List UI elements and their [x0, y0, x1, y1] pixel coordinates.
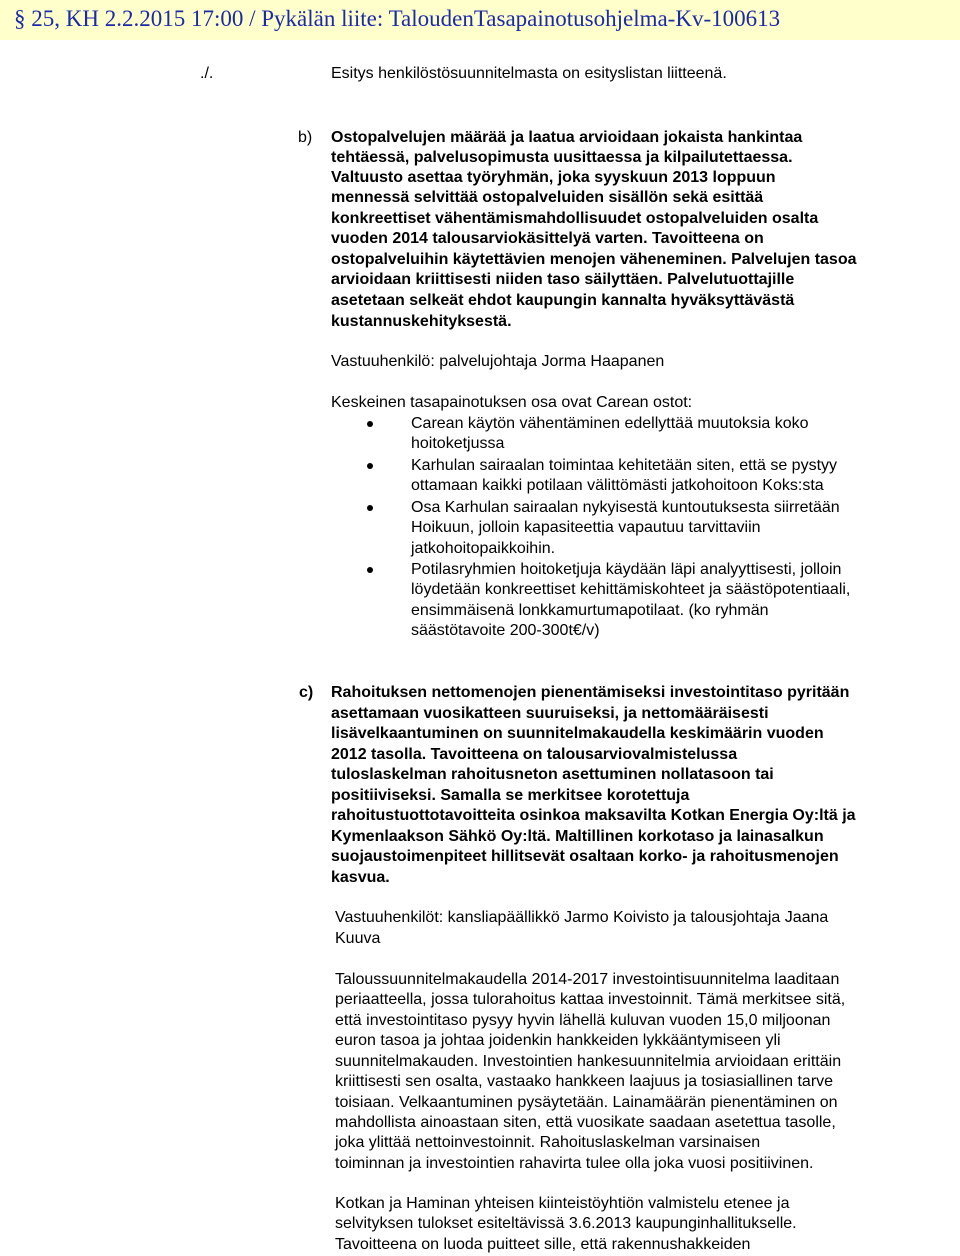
section-c-line: Kymenlaakson Sähkö Oy:ltä. Maltillinen korkotaso ja lainasalkun — [331, 828, 824, 845]
bullet-item-line: hoitoketjussa — [411, 435, 505, 452]
bullet-item-line: ottamaan kaikki potilaan välittömästi jatkohoitoon Koks:sta — [411, 477, 824, 494]
paragraph-line: suunnitelmakauden. Investointien hankesuunnitelmia arvioidaan erittäin — [335, 1053, 842, 1070]
section-b-line: Ostopalvelujen määrää ja laatua arvioidaan jokaista hankintaa — [331, 129, 803, 146]
section-b-line: arvioidaan kriittisesti niiden taso säilyttäen. Palvelutuottajille — [331, 271, 795, 288]
bullet-item-line: Hoikuun, jolloin kapasiteettia vapautuu tarvittaviin — [411, 519, 761, 536]
bullet-item-line: Osa Karhulan sairaalan nykyisestä kuntoutuksesta siirretään — [411, 499, 840, 516]
header-text: § 25, KH 2.2.2015 17:00 / Pykälän liite: TaloudenTasapainotusohjelma-Kv-100613 — [14, 6, 781, 31]
section-c-line: rahoitustuottotavoitteita osinkoa maksavilta Kotkan Energia Oy:ltä ja — [331, 807, 856, 824]
bullet-item-line: löydetään konkreettiset kehittämiskohteet ja säästöpotentiaali, — [411, 581, 851, 598]
section-b-responsible: Vastuuhenkilö: palvelujohtaja Jorma Haapanen — [331, 353, 665, 370]
document-header — [0, 0, 960, 40]
section-b-label: b) — [298, 129, 313, 146]
bullet-item-line: ensimmäisenä lonkkamurtumapotilaat. (ko ryhmän — [411, 602, 769, 619]
paragraph-line: euron tasoa ja johtaa joidenkin hankkeiden lykkääntymiseen yli — [335, 1032, 781, 1049]
paragraph-line: kriittisesti sen osalta, vastaako hankkeen laajuus ja tosiasiallinen tarve — [335, 1073, 834, 1090]
bullet-dot-icon — [367, 505, 373, 511]
section-c-line: asettamaan vuosikatteen suuruiseksi, ja nettomääräisesti — [331, 705, 769, 722]
section-c-responsible: Kuuva — [335, 930, 381, 947]
section-c-label: c) — [299, 684, 314, 701]
section-b-line: Valtuusto asettaa työryhmän, joka syyskuun 2013 loppuun — [331, 169, 776, 186]
section-b-list-intro: Keskeinen tasapainotuksen osa ovat Carean ostot: — [331, 394, 693, 411]
section-b-line: konkreettiset vähentämismahdollisuudet ostopalveluiden osalta — [331, 210, 819, 227]
paragraph-line: toiminnan ja investointien rahavirta tulee olla joka vuosi positiivinen. — [335, 1155, 814, 1172]
section-c-responsible: Vastuuhenkilöt: kansliapäällikkö Jarmo Koivisto ja talousjohtaja Jaana — [335, 909, 829, 926]
intro-marker: ./. — [200, 65, 214, 82]
paragraph-line: toisiaan. Velkaantuminen pysäytetään. Lainamäärän pienentäminen on — [335, 1094, 838, 1111]
paragraph-line: Taloussuunnitelmakaudella 2014-2017 investointisuunnitelma laaditaan — [335, 971, 840, 988]
paragraph-line: että investointitaso pysyy hyvin lähellä kuluvan vuoden 15,0 miljoonan — [335, 1012, 831, 1029]
bullet-dot-icon — [367, 463, 373, 469]
paragraph-line: periaatteella, jossa tulorahoitus kattaa investoinnit. Tämä merkitsee sitä, — [335, 991, 846, 1008]
section-c-line: tuloslaskelman rahoitusneton asettuminen nollatasoon tai — [331, 766, 774, 783]
paragraph-line: mahdollista ainoastaan siten, että vuosikate saadaan asetettua tasolle, — [335, 1114, 836, 1131]
section-c-line: Rahoituksen nettomenojen pienentämiseksi investointitaso pyritään — [331, 684, 850, 701]
paragraph-line: selvityksen tulokset esiteltävissä 3.6.2013 kaupunginhallitukselle. — [335, 1215, 797, 1232]
bullet-item-line: jatkohoitopaikkoihin. — [411, 540, 556, 557]
paragraph-line: joka ylittää nettoinvestoinnit. Rahoituslaskelman varsinaisen — [335, 1134, 761, 1151]
bullet-item-line: Potilasryhmien hoitoketjuja käydään läpi analyyttisesti, jolloin — [411, 561, 842, 578]
section-b-line: tehtäessä, palvelusopimusta uusittaessa ja kilpailutettaessa. — [331, 149, 793, 166]
section-b-line: asetetaan selkeät ehdot kaupungin kannalta hyväksyttävästä — [331, 292, 795, 309]
bullet-dot-icon — [367, 567, 373, 573]
paragraph-line: Tavoitteena on luoda puitteet sille, että rakennushakkeiden — [335, 1236, 751, 1253]
section-b-line: ostopalveluihin käytettävien menojen väheneminen. Palvelujen tasoa — [331, 251, 857, 268]
section-c-line: kasvua. — [331, 869, 390, 886]
section-b-line: mennessä selvittää ostopalveluiden sisällön sekä esittää — [331, 189, 764, 206]
section-b-line: kustannuskehityksestä. — [331, 313, 512, 330]
bullet-item-line: Karhulan sairaalan toimintaa kehitetään siten, että se pystyy — [411, 457, 838, 474]
paragraph-line: Kotkan ja Haminan yhteisen kiinteistöyhtiön valmistelu etenee ja — [335, 1195, 790, 1212]
section-c-line: suojaustoimenpiteet hillitsevät osaltaan korko- ja rahoitusmenojen — [331, 848, 839, 865]
section-c-line: lisävelkaantuminen on suunnitelmakaudella keskimäärin vuoden — [331, 725, 824, 742]
section-b-line: vuoden 2014 talousarviokäsittelyä varten. Tavoitteena on — [331, 230, 764, 247]
bullet-item-line: Carean käytön vähentäminen edellyttää muutoksia koko — [411, 415, 809, 432]
bullet-dot-icon — [367, 421, 373, 427]
section-c-line: 2012 tasolla. Tavoitteena on talousarviovalmistelussa — [331, 746, 738, 763]
section-c-line: positiiviseksi. Samalla se merkitsee korotettuja — [331, 787, 690, 804]
intro-text: Esitys henkilöstösuunnitelmasta on esityslistan liitteenä. — [331, 65, 727, 82]
bullet-item-line: säästötavoite 200-300t€/v) — [411, 622, 600, 639]
